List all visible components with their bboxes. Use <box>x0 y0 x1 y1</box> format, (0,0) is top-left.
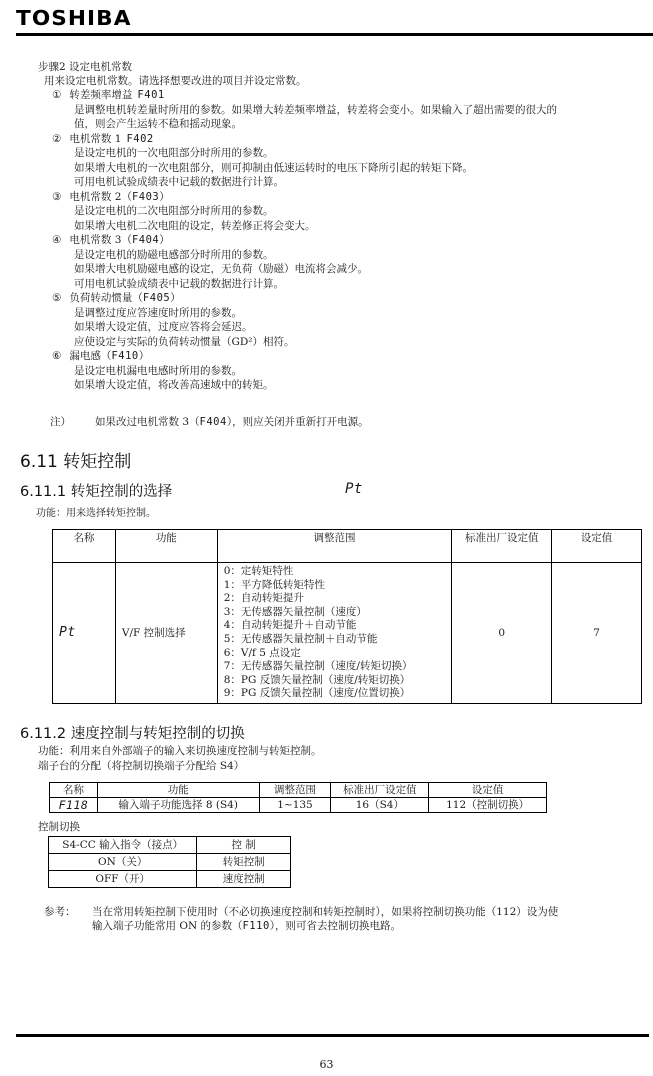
section-6111-title: 6.11.1 转矩控制的选择 <box>20 484 173 500</box>
reference-line-2 <box>92 919 401 933</box>
col-header-function: 功能 <box>115 530 217 563</box>
step-item-text: 如果增大设定值，过度应答将会延迟。 <box>74 321 253 333</box>
step-item-text: 是调整过度应答速度时所用的参数。 <box>74 306 242 319</box>
cell-setting: 7 <box>552 563 642 704</box>
item-label: 电机常数 3 <box>69 234 122 246</box>
col-header-control: 控 制 <box>197 837 291 854</box>
section-6112-function: 功能：利用来自外部端子的输入来切换速度控制与转矩控制。 <box>38 745 322 757</box>
table-row <box>49 871 291 888</box>
range-option: 7：无传感器矢量控制（速度/转矩切换） <box>223 660 413 673</box>
reference-label: 参考： <box>44 906 76 918</box>
step-item-text: 应使设定与实际的负荷转动惯量（GD²）相符。 <box>74 335 295 348</box>
range-option: 9：PG 反馈矢量控制（速度/位置切换） <box>223 687 411 700</box>
table-header-row <box>50 783 547 798</box>
item-label: 电机常数 1 <box>69 132 122 145</box>
paren: ） <box>159 234 170 246</box>
note <box>50 415 369 429</box>
step-item-text: 是设定电机的一次电阻部分时所用的参数。 <box>74 147 274 159</box>
col-header-range: 调整范围 <box>217 530 452 563</box>
range-option: 3：无传感器矢量控制（速度） <box>223 605 367 618</box>
cell-range <box>217 563 452 704</box>
paren: ） <box>170 292 181 304</box>
section-6112-title: 6.11.2 速度控制与转矩控制的切换 <box>20 726 245 742</box>
item-marker: ③ <box>52 190 62 203</box>
step-item-heading <box>52 349 149 363</box>
col-header-setting: 设定值 <box>552 530 642 563</box>
step-title: 步骤2 设定电机常数 <box>38 61 133 73</box>
item-code: F404 <box>131 234 160 246</box>
range-option: 0：定转矩特性 <box>223 565 294 577</box>
range-option: 6：V/f 5 点设定 <box>223 646 301 659</box>
switch-label: 控制切换 <box>38 821 80 833</box>
range-option: 8：PG 反馈矢量控制（速度/转矩切换） <box>223 673 411 686</box>
cell-default: 0 <box>452 563 552 704</box>
col-header-setting: 设定值 <box>429 783 547 798</box>
cell-function: V/F 控制选择 <box>115 563 217 704</box>
paren: （ <box>121 234 132 246</box>
cell-name: Pt <box>53 563 116 704</box>
step-item-text: 值，则会产生运转不稳和摇动现象。 <box>74 118 242 130</box>
item-code: F405 <box>142 292 171 304</box>
item-marker: ① <box>52 89 62 101</box>
col-header-name: 名称 <box>50 783 98 798</box>
item-code: F403 <box>131 190 160 203</box>
step-item-heading <box>52 132 154 146</box>
col-header-default: 标准出厂设定值 <box>331 783 429 798</box>
cell-name: F118 <box>50 798 98 813</box>
item-marker: ② <box>52 132 62 145</box>
range-option: 4：自动转矩提升＋自动节能 <box>223 619 357 632</box>
step-item-text: 是设定电机的二次电阻部分时所用的参数。 <box>74 205 274 217</box>
cell-input: ON（关） <box>49 854 197 871</box>
table-header-row <box>49 837 291 854</box>
step-item-text: 可用电机试验成绩表中记载的数据进行计算。 <box>74 176 284 188</box>
cell-input: OFF（开） <box>49 871 197 888</box>
section-6112-assign: 端子台的分配（将控制切换端子分配给 S4） <box>38 760 245 772</box>
note-text-b: ），则应关闭并重新打开电源。 <box>226 416 369 428</box>
reference-text: 输入端子功能常用 ON 的参数（ <box>92 920 243 932</box>
terminal-assign-table <box>49 782 547 813</box>
range-option: 2：自动转矩提升 <box>223 592 304 605</box>
step-item-text: 是设定电机的励磁电感部分时所用的参数。 <box>74 248 274 261</box>
reference-code: F110 <box>242 920 270 932</box>
col-header-function: 功能 <box>97 783 259 798</box>
section-6111-code: Pt <box>345 481 363 497</box>
note-code: F404 <box>199 416 227 428</box>
torque-control-table <box>52 529 642 704</box>
col-header-name: 名称 <box>53 530 116 563</box>
footer-rule <box>16 1034 649 1037</box>
table-row <box>50 798 547 813</box>
step-item-text: 可用电机试验成绩表中记载的数据进行计算。 <box>74 277 284 290</box>
item-label: 电机常数 2 <box>69 190 122 203</box>
note-text: 如果改过电机常数 3（ <box>95 416 200 428</box>
cell-range: 1~135 <box>259 798 331 813</box>
col-header-input: S4-CC 输入指令（接点） <box>49 837 197 854</box>
brand-logo: TOSHIBA <box>16 6 132 30</box>
item-label: 负荷转动惯量 <box>69 292 133 304</box>
paren: （ <box>121 190 132 203</box>
table-row <box>53 563 642 704</box>
step-item-text: 如果增大电机励磁电感的设定，无负荷（励磁）电流将会减少。 <box>74 263 368 275</box>
item-marker: ⑥ <box>52 350 62 362</box>
section-6111-function: 功能：用来选择转矩控制。 <box>36 508 156 519</box>
page-number: 63 <box>319 1058 334 1071</box>
paren: （ <box>132 292 143 304</box>
header-rule <box>16 33 653 36</box>
item-code: F402 <box>126 132 154 145</box>
cell-default: 16（S4） <box>331 798 429 813</box>
control-switch-table <box>48 836 291 888</box>
step-item-text: 如果增大电机的一次电阻部分，则可抑制由低速运转时的电压下降所引起的转矩下降。 <box>74 161 473 174</box>
step-item-text: 如果增大电机二次电阻的设定，转差修正将会变大。 <box>74 219 316 232</box>
range-option: 1：平方降低转矩特性 <box>223 578 325 591</box>
cell-setting: 112（控制切换） <box>429 798 547 813</box>
paren: （ <box>100 350 112 362</box>
reference-text-b: ），则可省去控制切换电路。 <box>269 920 402 932</box>
step-item-heading <box>52 233 170 247</box>
step-item-heading <box>52 291 181 305</box>
step-item-text: 如果增大设定值，将改善高速域中的转矩。 <box>74 379 274 391</box>
note-label: 注） <box>50 416 71 428</box>
step-intro: 用来设定电机常数。请选择想要改进的项目并设定常数。 <box>44 75 307 87</box>
step-item-text: 是调整电机转差量时所用的参数。如果增大转差频率增益，转差将会变小。如果输入了超出需要的很大的 <box>74 103 557 116</box>
step-item-heading <box>52 88 165 102</box>
cell-function: 输入端子功能选择 8 (S4) <box>97 798 259 813</box>
section-611-title: 6.11 转矩控制 <box>20 452 132 472</box>
step-item-heading <box>52 190 170 204</box>
table-header-row <box>53 530 642 563</box>
item-label: 转差频率增益 <box>69 89 133 101</box>
range-option: 5：无传感器矢量控制＋自动节能 <box>223 632 378 645</box>
cell-control: 速度控制 <box>197 871 291 888</box>
col-header-range: 调整范围 <box>259 783 331 798</box>
table-row <box>49 854 291 871</box>
item-code: F410 <box>111 350 139 362</box>
cell-control: 转矩控制 <box>197 854 291 871</box>
item-marker: ④ <box>52 234 62 246</box>
step-item-text: 是设定电机漏电电感时所用的参数。 <box>74 364 242 377</box>
paren: ） <box>138 350 150 362</box>
range-options <box>224 565 446 701</box>
col-header-default: 标准出厂设定值 <box>452 530 552 563</box>
item-code: F401 <box>137 89 165 101</box>
reference-line-1: 当在常用转矩控制下使用时（不必切换速度控制和转矩控制时），如果将控制切换功能（112）设为使 <box>92 906 559 918</box>
paren: ） <box>159 190 170 203</box>
item-marker: ⑤ <box>52 292 62 304</box>
item-label: 漏电感 <box>69 350 101 362</box>
